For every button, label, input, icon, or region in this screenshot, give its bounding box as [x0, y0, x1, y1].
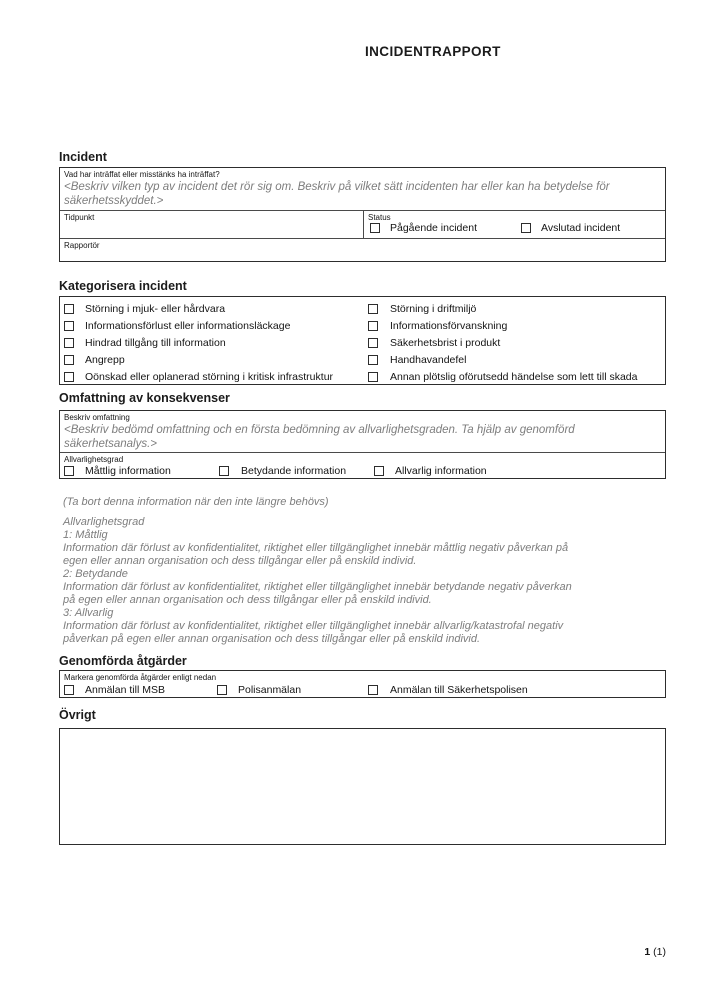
category-label: Säkerhetsbrist i produkt: [390, 337, 501, 349]
incident-question-label: Vad har inträffat eller misstänks ha inträffat?: [64, 170, 220, 179]
genomforda-field: [60, 671, 665, 697]
tidpunkt-field[interactable]: [60, 211, 364, 238]
checkbox-anmalan-sakerhetspolisen[interactable]: [368, 685, 378, 695]
category-label: Störning i mjuk- eller hårdvara: [85, 303, 226, 315]
checkbox-informationsforvanskning[interactable]: [368, 321, 378, 331]
category-row: [60, 369, 665, 386]
checkbox-pagaende-incident[interactable]: [370, 223, 380, 233]
checkbox-hindrad-tillgang[interactable]: [64, 338, 74, 348]
section-heading-omfattning: Omfattning av konsekvenser: [59, 391, 230, 405]
allvarlighetsgrad-label: Allvarlighetsgrad: [64, 455, 124, 464]
page-title: INCIDENTRAPPORT: [365, 44, 501, 59]
incident-description-field[interactable]: [60, 168, 665, 210]
ovrigt-field[interactable]: [59, 728, 666, 845]
category-label: Oönskad eller oplanerad störning i kritisk infrastruktur: [85, 371, 334, 383]
tidpunkt-label: Tidpunkt: [64, 213, 95, 222]
checkbox-annan-plotslig-handelse[interactable]: [368, 372, 378, 382]
incident-table: [59, 167, 666, 262]
checkbox-label-anmalan-msb: Anmälan till MSB: [85, 684, 165, 696]
page-number-current: 1: [644, 946, 651, 958]
checkbox-anmalan-msb[interactable]: [64, 685, 74, 695]
category-label: Angrepp: [85, 354, 125, 366]
page-number-total: (1): [653, 946, 666, 958]
checkbox-oonskad-storning-infrastruktur[interactable]: [64, 372, 74, 382]
checkbox-label-polisanmalan: Polisanmälan: [238, 684, 302, 696]
category-row: [60, 318, 665, 335]
page-number: [59, 946, 666, 958]
section-heading-incident: Incident: [59, 150, 107, 164]
beskriv-omfattning-field[interactable]: [60, 411, 665, 452]
category-label: Handhavandefel: [390, 354, 467, 366]
checkbox-label-avslutad-incident: Avslutad incident: [541, 222, 621, 234]
checkbox-avslutad-incident[interactable]: [521, 223, 531, 233]
checkbox-informationsforlust[interactable]: [64, 321, 74, 331]
allvarlighetsgrad-field: [60, 452, 665, 477]
status-label: Status: [368, 213, 391, 222]
checkbox-mattlig-information[interactable]: [64, 466, 74, 476]
category-label: Informationsförvanskning: [390, 320, 508, 332]
checkbox-handhavandefel[interactable]: [368, 355, 378, 365]
checkbox-label-betydande: Betydande information: [241, 465, 347, 477]
checkbox-allvarlig-information[interactable]: [374, 466, 384, 476]
status-field: [364, 211, 665, 238]
checkbox-label-mattlig: Måttlig information: [85, 465, 171, 477]
severity-info-block: Allvarlighetsgrad 1: Måttlig Information där förlust av konfidentialitet, riktighet eller tillgänglighet innebär måttlig negativ påverkan på egen eller annan organisation och dess tillgångar eller på enskild individ. 2: Betydande Information där förlust av konfidentialitet, riktighet eller tillgänglighet innebär betydande negativ påverkan på egen eller annan organisation och dess tillgångar eller på enskild individ. 3: Allvarlig Information där förlust av konfidentialitet, riktighet eller tillgänglighet innebär allvarlig/katastrofal negativ påverkan på egen eller annan organisation och dess tillgångar eller på enskild individ.: [63, 516, 572, 645]
rapportor-label: Rapportör: [64, 241, 100, 250]
checkbox-label-pagaende-incident: Pågående incident: [390, 222, 477, 234]
category-row: [60, 301, 665, 318]
checkbox-polisanmalan[interactable]: [217, 685, 227, 695]
checkbox-storning-mjuk-hardvara[interactable]: [64, 304, 74, 314]
omfattning-placeholder: <Beskriv bedömd omfattning och en första bedömning av allvarlighetsgraden. Ta hjälp av genomförd säkerhetsanalys.>: [64, 424, 575, 450]
checkbox-label-anmalan-sakerhetspolisen: Anmälan till Säkerhetspolisen: [390, 684, 528, 696]
checkbox-betydande-information[interactable]: [219, 466, 229, 476]
section-heading-genomforda: Genomförda åtgärder: [59, 654, 187, 668]
category-label: Annan plötslig oförutsedd händelse som lett till skada: [390, 371, 638, 383]
section-heading-ovrigt: Övrigt: [59, 708, 96, 722]
beskriv-omfattning-label: Beskriv omfattning: [64, 413, 130, 422]
checkbox-storning-driftmiljo[interactable]: [368, 304, 378, 314]
rapportor-field[interactable]: [60, 238, 665, 260]
checkbox-angrepp[interactable]: [64, 355, 74, 365]
section-heading-kategorisera: Kategorisera incident: [59, 279, 187, 293]
genomforda-label: Markera genomförda åtgärder enligt nedan: [64, 673, 217, 682]
omfattning-table: [59, 410, 666, 479]
genomforda-table: [59, 670, 666, 698]
category-label: Störning i driftmiljö: [390, 303, 477, 315]
removal-note: (Ta bort denna information när den inte längre behövs): [63, 496, 329, 508]
checkbox-label-allvarlig: Allvarlig information: [395, 465, 487, 477]
category-label: Hindrad tillgång till information: [85, 337, 226, 349]
incident-description-placeholder: <Beskriv vilken typ av incident det rör sig om. Beskriv på vilket sätt incidenten har eller kan ha betydelse för säkerhetsskyddet.>: [64, 181, 610, 207]
checkbox-sakerhetsbrist-produkt[interactable]: [368, 338, 378, 348]
category-label: Informationsförlust eller informationsläckage: [85, 320, 291, 332]
category-row: [60, 335, 665, 352]
kategorisera-table: [59, 296, 666, 385]
category-row: [60, 352, 665, 369]
